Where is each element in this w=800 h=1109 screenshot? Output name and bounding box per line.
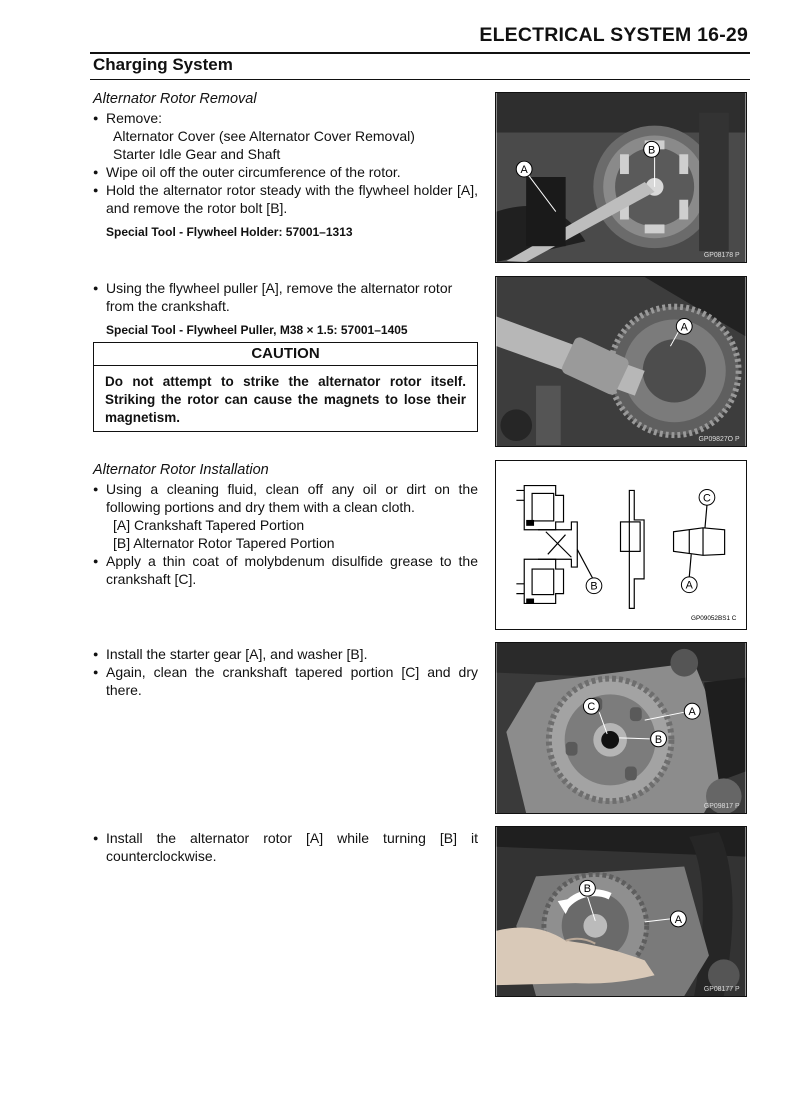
- section-title: Charging System: [93, 55, 233, 74]
- fig3-callout-c-text: C: [703, 492, 711, 505]
- figure-rotor-install-photo: [495, 826, 747, 997]
- fig4-callout-b-text: B: [654, 733, 663, 746]
- removal-item-1: Alternator Cover (see Alternator Cover Removal): [113, 128, 415, 144]
- fig3-code: GP09052BS1 C: [691, 615, 737, 623]
- puller-special-tool: Special Tool - Flywheel Puller, M38 × 1.5: 57001–1405: [106, 323, 408, 337]
- rotor-install-block: [93, 829, 478, 865]
- section-rule: [90, 79, 750, 80]
- fig1-callout-a-text: A: [520, 164, 528, 177]
- header-title: ELECTRICAL SYSTEM 16-29: [479, 24, 748, 46]
- removal-bullet-wipe: ● Wipe oil off the outer circumference of the rotor.: [93, 163, 478, 181]
- fig5-code: GP08177 P: [703, 986, 740, 994]
- fig5-callout-a-text: A: [674, 913, 682, 926]
- installation-subtitle: Alternator Rotor Installation: [93, 462, 269, 478]
- fig3-callout-b-text: B: [590, 580, 598, 593]
- removal-subtitle: Alternator Rotor Removal: [93, 91, 257, 107]
- fig1-callout-b-text: B: [648, 144, 656, 157]
- caution-text: Do not attempt to strike the alternator rotor itself. Striking the rotor can cause the magnets to lose their magnetism.: [105, 374, 466, 425]
- figure-flywheel-holder-photo: [495, 92, 747, 263]
- fig4-code: GP09817 P: [703, 803, 740, 811]
- removal-item-2: Starter Idle Gear and Shaft: [113, 146, 281, 162]
- header-rule: [90, 52, 750, 54]
- installation-bullet-clean: ● Using a cleaning fluid, clean off any oil or dirt on the following portions and dry them with a clean cloth.: [93, 480, 478, 516]
- rotor-install-bullet: ● Install the alternator rotor [A] while turning [B] it counterclockwise.: [93, 829, 478, 865]
- fig4-callout-c-text: C: [587, 701, 596, 714]
- fig5-callout-b-text: B: [583, 883, 592, 896]
- installation-item-a: [A] Crankshaft Tapered Portion: [113, 517, 305, 533]
- fig2-callout-a-text: A: [680, 321, 688, 334]
- fig4-callout-a-text: A: [688, 706, 696, 719]
- installation-item-b: [B] Alternator Rotor Tapered Portion: [113, 535, 335, 551]
- starter-bullet-install: ● Install the starter gear [A], and washer [B].: [93, 645, 478, 663]
- removal-bullet-remove: ● Remove:: [93, 109, 478, 127]
- installation-bullet-grease: ● Apply a thin coat of molybdenum disulfide grease to the crankshaft [C].: [93, 552, 478, 588]
- caution-title: CAUTION: [94, 343, 477, 366]
- caution-box: [93, 342, 478, 432]
- fig2-code: GP09827O P: [698, 436, 740, 444]
- installation-block: [93, 461, 478, 588]
- figure-tapered-portion-diagram: [495, 460, 747, 630]
- removal-special-tool: Special Tool - Flywheel Holder: 57001–1313: [106, 225, 353, 239]
- starter-bullet-clean: ● Again, clean the crankshaft tapered portion [C] and dry there.: [93, 663, 478, 699]
- removal-block: [93, 90, 478, 241]
- starter-block: [93, 645, 478, 699]
- figure-starter-gear-photo: [495, 642, 747, 814]
- removal-bullet-hold: ● Hold the alternator rotor steady with the flywheel holder [A], and remove the rotor bolt [B].: [93, 181, 478, 217]
- puller-bullet: ● Using the flywheel puller [A], remove the alternator rotor from the crankshaft.: [93, 279, 478, 315]
- puller-block: [93, 279, 478, 339]
- fig3-callout-a-text: A: [685, 579, 693, 592]
- fig1-code: GP08178 P: [703, 252, 740, 260]
- figure-flywheel-puller-photo: [495, 276, 747, 447]
